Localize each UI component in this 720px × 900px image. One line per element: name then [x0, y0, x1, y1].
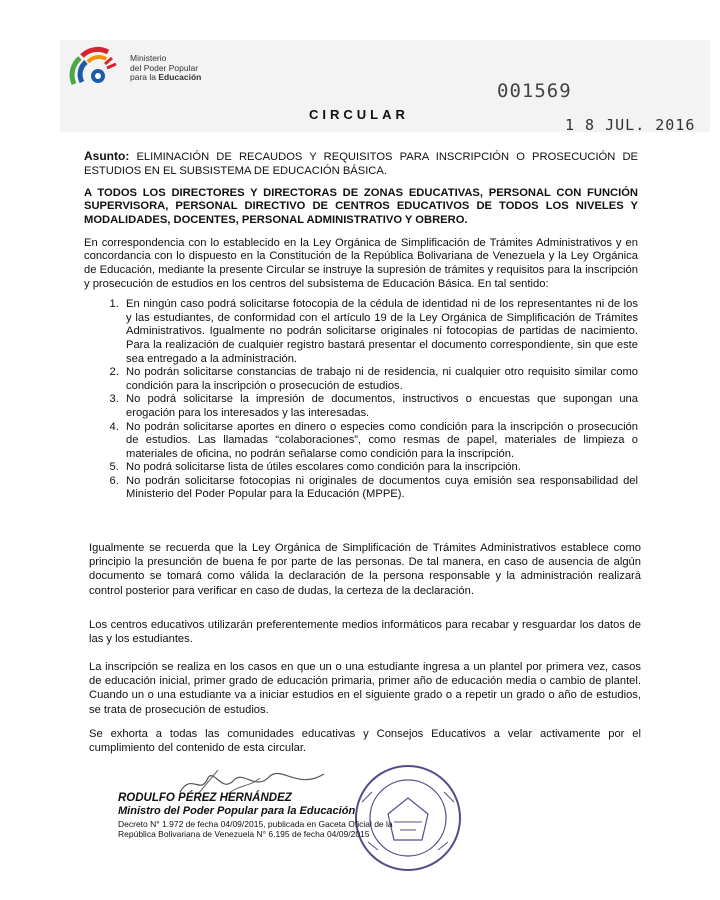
document-body	[84, 150, 638, 512]
intro-paragraph: En correspondencia con lo establecido en la Ley Orgánica de Simplificación de Trámites Administrativos y en concordancia con lo dispuesto en la Constitución de la República Bolivariana de Venezuela y la Ley Orgánica de Educación, mediante la presente Circular se instruye la supresión de trámites y requisitos para la inscripción y prosecución de estudios en los centros del subsistema de Educación Básica. En tal sentido:	[84, 236, 638, 290]
list-item: 6. No podrán solicitarse fotocopias ni originales de documentos cuya emisión sea responsabilidad del Ministerio del Poder Popular para la Educación (MPPE).	[122, 475, 638, 502]
paragraph-digital-media: Los centros educativos utilizarán preferentemente medios informáticos para recabar y resguardar los datos de las y los estudiantes.	[89, 619, 641, 646]
logo-line-3-bold: Educación	[158, 72, 202, 82]
logo-line-1: Ministerio	[130, 53, 167, 63]
decree-reference	[118, 819, 418, 839]
list-item: 2. No podrán solicitarse constancias de trabajo ni de residencia, ni cualquier otro requisito similar como condición para la inscripción o prosecución de estudios.	[122, 366, 638, 393]
list-item: 3. No podrá solicitarse la impresión de documentos, instructivos o encuestas que supongan una erogación para los interesados y las interesadas.	[122, 393, 638, 420]
paragraph-good-faith: Igualmente se recuerda que la Ley Orgánica de Simplificación de Trámites Administrativos establece como principio la presunción de buena fe por parte de las personas. De tal manera, en caso de ausencia de algún documento se tomará como válida la declaración de la persona responsable y la administración realizará control posterior para verificar en caso de dudas, la certeza de la declaración.	[89, 542, 641, 597]
document-number: 001569	[497, 80, 572, 102]
signature-block	[118, 762, 538, 872]
requirements-list	[84, 298, 638, 502]
signatory-name: RODULFO PÉREZ HERNÁNDEZ	[118, 792, 292, 804]
addressee: A TODOS LOS DIRECTORES Y DIRECTORAS DE ZONAS EDUCATIVAS, PERSONAL CON FUNCIÓN SUPERVISORA, PERSONAL DIRECTIVO DE CENTROS EDUCATIVOS DE TODOS LOS NIVELES Y MODALIDADES, DOCENTES, PERSONAL ADMINISTRATIVO Y OBRERO.	[84, 187, 638, 226]
paragraph-enrollment: La inscripción se realiza en los casos en que un o una estudiante ingresa a un plantel por primera vez, casos de educación inicial, primer grado de educación primaria, primer año de educación media o cambio de plantel. Cuando un o una estudiante va a iniciar estudios en el siguiente grado o a repetir un grado o año de estudios, se trata de prosecución de estudios.	[89, 661, 641, 716]
decree-line-1: Decreto N° 1.972 de fecha 04/09/2015, publicada en Gaceta Oficial de la	[118, 819, 393, 829]
subject-label: Asunto:	[84, 149, 130, 163]
decree-line-2: República Bolivariana de Venezuela N° 6.195 de fecha 04/09/2015	[118, 829, 370, 839]
official-seal-icon	[348, 762, 468, 874]
subject-line	[84, 150, 638, 178]
logo-line-3	[130, 73, 201, 83]
list-item: 4. No podrán solicitarse aportes en dinero o especies como condición para la inscripción o prosecución de estudios. Las llamadas “colaboraciones”, como resmas de papel, materiales de limpieza o materiales de oficina, no podrán señalarse como condición para la inscripción.	[122, 421, 638, 462]
ministry-emblem-icon	[68, 44, 126, 94]
subject-text: ELIMINACIÓN DE RECAUDOS Y REQUISITOS PARA INSCRIPCIÓN O PROSECUCIÓN DE ESTUDIOS EN EL SUBSISTEMA DE EDUCACIÓN BÁSICA.	[84, 151, 638, 177]
list-item: 1. En ningún caso podrá solicitarse fotocopia de la cédula de identidad ni de los representantes ni de los y las estudiantes, de conformidad con el artículo 19 de la Ley Orgánica de Simplificación de Trámites Administrativos. Igualmente no podrán solicitarse originales ni fotocopias de partidas de nacimiento. Para la realización de cualquier registro bastará presentar el documento correspondiente, sin que este sea entregado a la administración.	[122, 298, 638, 366]
document-title: CIRCULAR	[309, 107, 409, 122]
logo-line-2: del Poder Popular	[130, 62, 199, 73]
paragraph-exhortation: Se exhorta a todas las comunidades educativas y Consejos Educativos a velar activamente por el cumplimiento del contenido de esta circular.	[89, 728, 641, 755]
ministry-logo	[68, 44, 228, 94]
list-item: 5. No podrá solicitarse lista de útiles escolares como condición para la inscripción.	[122, 461, 638, 475]
logo-text	[130, 54, 201, 83]
date-stamp: 1 8 JUL. 2016	[565, 116, 696, 134]
logo-line-3-prefix: para la	[130, 72, 159, 82]
signatory-role: Ministro del Poder Popular para la Educación	[118, 805, 356, 817]
